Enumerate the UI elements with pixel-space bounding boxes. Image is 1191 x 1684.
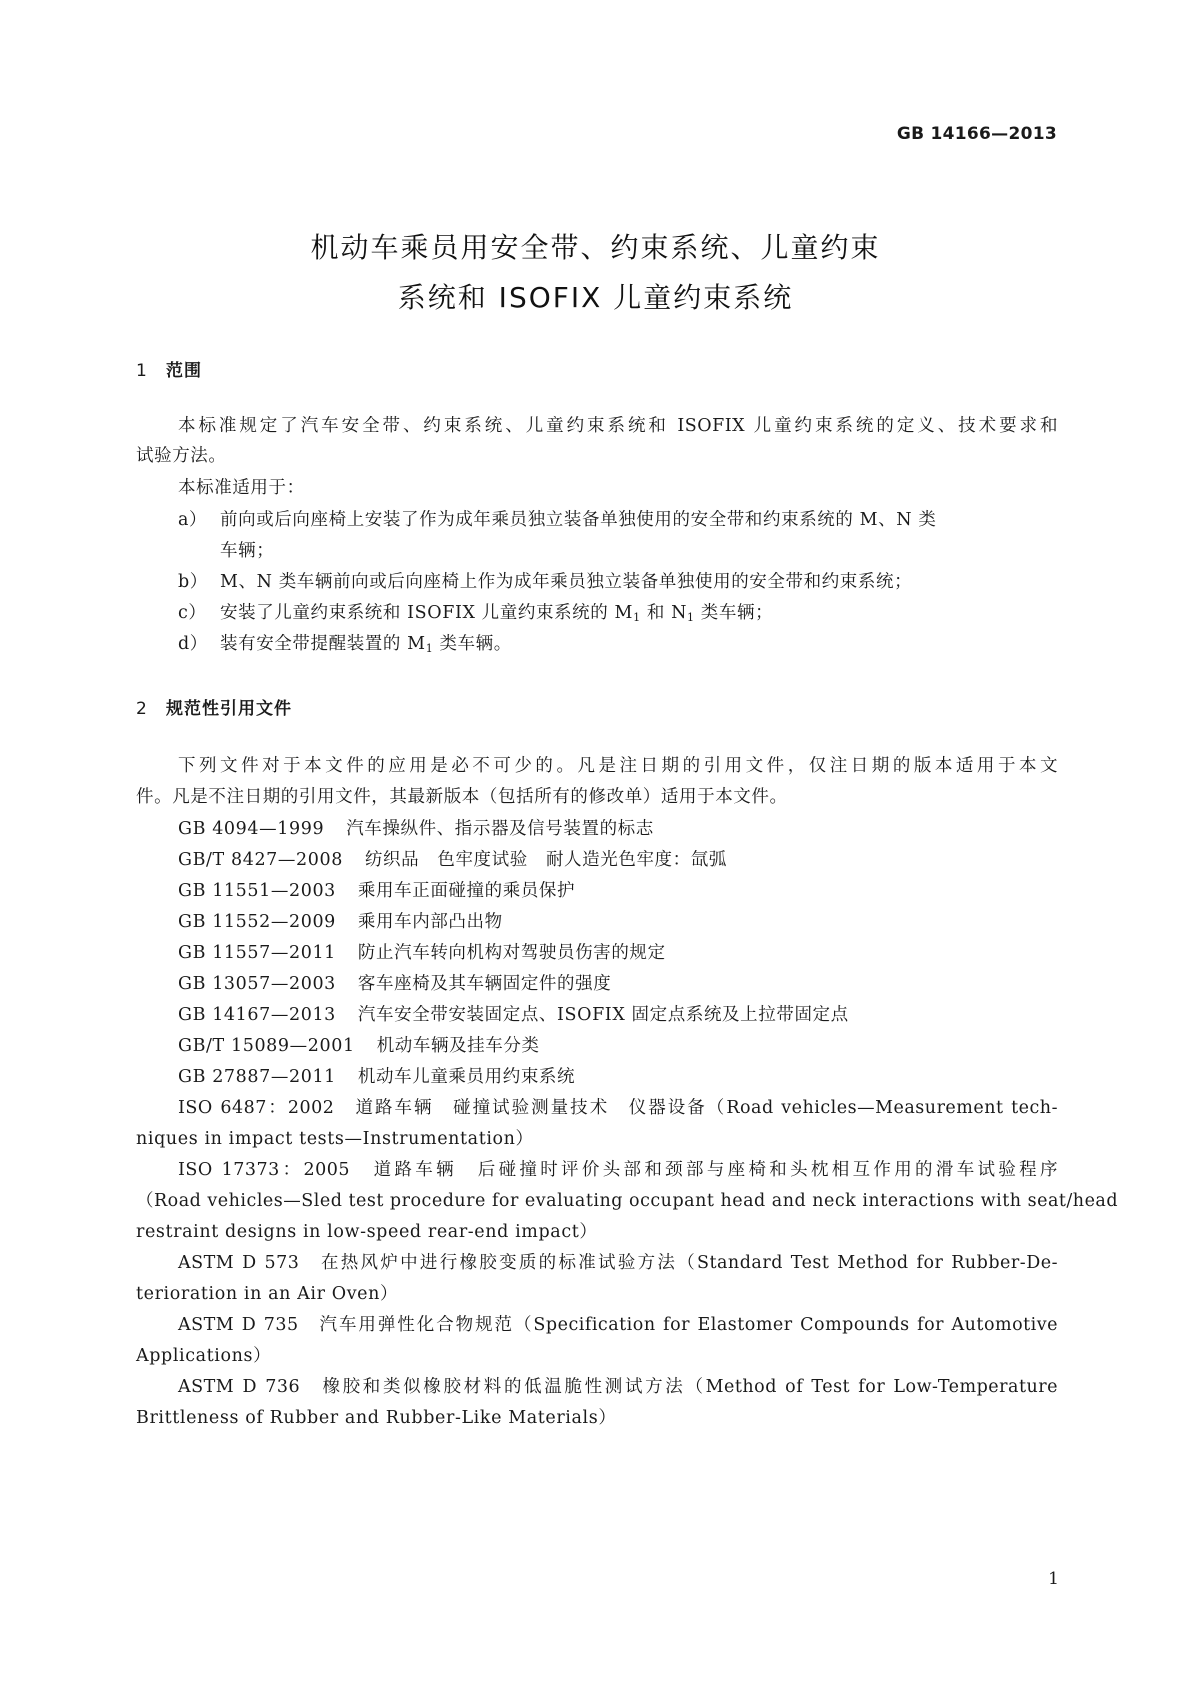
section-2-heading [136, 694, 292, 719]
item-label: c） [178, 603, 207, 623]
reference-astm736-line-2: Brittleness of Rubber and Rubber-Like Materials） [136, 1408, 617, 1428]
reference-code: GB 27887—2011 [178, 1067, 336, 1087]
standard-code: GB 14166—2013 [896, 124, 1057, 144]
scope-applies-to: 本标准适用于： [178, 478, 305, 498]
reference-iso6487-line-1: ISO 6487：2002 道路车辆 碰撞试验测量技术 仪器设备（Road vehicles—Measurement tech- [178, 1098, 1058, 1118]
reference-title: 汽车操纵件、指示器及信号装置的标志 [346, 819, 654, 839]
references-intro-line-1: 下列文件对于本文件的应用是必不可少的。凡是注日期的引用文件，仅注日期的版本适用于本文 [178, 756, 1058, 776]
reference-iso6487-line-2: niques in impact tests—Instrumentation） [136, 1129, 534, 1149]
item-text: 装有安全带提醒装置的 M [220, 634, 426, 654]
scope-item-b [178, 568, 912, 593]
reference-astm573-line-2: terioration in an Air Oven） [136, 1284, 399, 1304]
reference-code: GB 4094—1999 [178, 819, 325, 839]
page-number: 1 [1048, 1569, 1059, 1589]
scope-item-d [178, 630, 512, 655]
item-label: a） [178, 510, 208, 530]
reference-code: GB 11551—2003 [178, 881, 336, 901]
document-title-line-2: 系统和 ISOFIX 儿童约束系统 [397, 281, 794, 314]
item-text: 安装了儿童约束系统和 ISOFIX 儿童约束系统的 M [220, 603, 634, 623]
item-text: M、N 类车辆前向或后向座椅上作为成年乘员独立装备单独使用的安全带和约束系统； [220, 572, 913, 592]
scope-item-c [178, 599, 773, 624]
reference-code: GB 11552—2009 [178, 912, 336, 932]
reference-code: GB 11557—2011 [178, 943, 336, 963]
reference-iso17373-line-3: restraint designs in low-speed rear-end impact） [136, 1222, 598, 1242]
reference-item [178, 908, 503, 933]
references-intro-line-2: 件。凡是不注日期的引用文件，其最新版本（包括所有的修改单）适用于本文件。 [136, 787, 788, 807]
scope-paragraph-line-2: 试验方法。 [136, 446, 227, 466]
item-label: b） [178, 572, 208, 592]
reference-title: 机动车辆及挂车分类 [376, 1036, 540, 1056]
reference-title: 防止汽车转向机构对驾驶员伤害的规定 [357, 943, 666, 963]
reference-title: 机动车儿童乘员用约束系统 [357, 1067, 576, 1087]
item-text: 和 N [640, 603, 688, 623]
scope-paragraph-line-1: 本标准规定了汽车安全带、约束系统、儿童约束系统和 ISOFIX 儿童约束系统的定义、技术要求和 [178, 416, 1058, 436]
reference-item [178, 1001, 849, 1026]
reference-code: GB 13057—2003 [178, 974, 336, 994]
reference-iso17373-line-2: （Road vehicles—Sled test procedure for evaluating occupant head and neck interactions with seat/head [136, 1191, 1119, 1211]
reference-iso17373-line-1: ISO 17373：2005 道路车辆 后碰撞时评价头部和颈部与座椅和头枕相互作用的滑车试验程序 [178, 1160, 1058, 1180]
reference-item [178, 1063, 575, 1088]
reference-title: 乘用车内部凸出物 [357, 912, 503, 932]
reference-item [178, 1032, 540, 1057]
reference-item [178, 939, 666, 964]
reference-item [178, 877, 575, 902]
reference-code: GB/T 15089—2001 [178, 1036, 355, 1056]
reference-astm735-line-1: ASTM D 735 汽车用弹性化合物规范（Specification for Elastomer Compounds for Automotive [178, 1315, 1058, 1335]
subscript: 1 [633, 611, 641, 624]
item-text: 类车辆。 [433, 634, 512, 654]
reference-title: 汽车安全带安装固定点、ISOFIX 固定点系统及上拉带固定点 [357, 1005, 849, 1025]
section-1-heading [136, 356, 202, 381]
subscript: 1 [425, 642, 434, 655]
document-title-line-1: 机动车乘员用安全带、约束系统、儿童约束 [310, 231, 881, 264]
reference-item [178, 846, 727, 871]
section-2-title: 规范性引用文件 [166, 699, 292, 719]
subscript: 1 [687, 611, 695, 624]
reference-title: 乘用车正面碰撞的乘员保护 [357, 881, 576, 901]
reference-astm573-line-1: ASTM D 573 在热风炉中进行橡胶变质的标准试验方法（Standard Test Method for Rubber-De- [178, 1253, 1058, 1273]
reference-title: 纺织品 色牢度试验 耐人造光色牢度：氙弧 [364, 850, 727, 870]
reference-item [178, 970, 611, 995]
item-text: 类车辆； [694, 603, 774, 623]
scope-item-a-cont: 车辆； [220, 541, 275, 561]
section-1-title: 范围 [166, 361, 202, 381]
section-1-number: 1 [136, 361, 148, 381]
reference-astm735-line-2: Applications） [136, 1346, 272, 1366]
reference-astm736-line-1: ASTM D 736 橡胶和类似橡胶材料的低温脆性测试方法（Method of Test for Low-Temperature [178, 1377, 1058, 1397]
item-text: 前向或后向座椅上安装了作为成年乘员独立装备单独使用的安全带和约束系统的 M、N 类 [220, 510, 937, 530]
reference-title: 客车座椅及其车辆固定件的强度 [357, 974, 612, 994]
item-label: d） [178, 634, 208, 654]
reference-item [178, 815, 654, 840]
scope-item-a [178, 506, 936, 531]
reference-code: GB/T 8427—2008 [178, 850, 343, 870]
reference-code: GB 14167—2013 [178, 1005, 336, 1025]
section-2-number: 2 [136, 699, 148, 719]
